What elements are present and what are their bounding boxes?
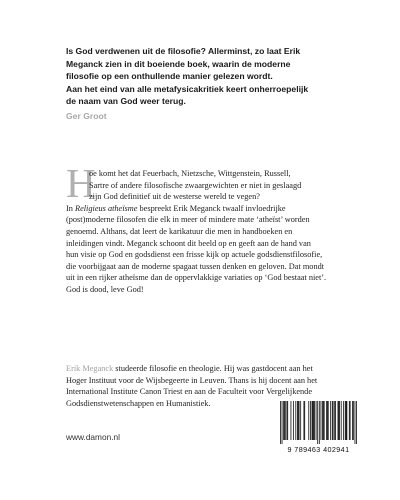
blurb-body [66,168,366,296]
barcode-bar [345,401,346,440]
barcode-bar [287,401,288,440]
bio-line: Hoger Instituut voor de Wijsbegeerte in Leuven. Thans is hij docent aan het [66,375,318,385]
barcode-bar [327,401,328,440]
quote-author: Ger Groot [66,111,107,121]
author-name: Erik Meganck [66,364,114,373]
bio-line: Godsdienstwetenschappen en Humanistiek. [66,398,211,408]
barcode-bar [332,401,333,440]
barcode-bar [314,401,315,440]
barcode-bar [352,401,353,440]
blurb-line [66,203,366,215]
blurb-line: inleidingen vindt. Meganck schoont dit beeld op en geeft aan de hand van [66,238,311,248]
barcode-bar [346,401,347,440]
barcode-bar [319,401,320,444]
barcode-bar [312,401,313,440]
isbn-barcode [277,401,360,457]
barcode-bar [334,401,335,440]
barcode-bar [355,401,356,444]
barcode-bar [338,401,339,440]
barcode-bar [316,401,317,440]
blurb-line: God is dood, leve God! [66,284,144,294]
barcode-bar [297,401,298,440]
barcode-bar [333,401,334,440]
blurb-line: die voorbijgaat aan de moderne spagaat tussen denken en geloven. Dat mondt [66,261,325,271]
barcode-bar [349,401,350,440]
barcode-bar [283,401,284,440]
barcode-bar [312,401,313,440]
barcode-bar [291,401,292,440]
blurb-line: genoemd. Althans, dat leert de karikatuur die men in handboeken en [66,226,293,236]
barcode-bar [285,401,286,440]
barcode-bar [295,401,296,440]
barcode-bar [335,401,336,440]
barcode-bar [313,401,314,440]
barcode-bar [353,401,354,440]
barcode-bar [280,401,281,444]
bio-text: studeerde filosofie en theologie. Hij was gastdocent aan het [113,364,313,373]
book-title: Religieus atheïsme [75,203,138,213]
barcode-bars [280,401,357,444]
blurb-line: Sartre of andere filosofische zwaargewichten er niet in geslaagd [89,180,302,190]
back-cover-quote [66,45,356,108]
barcode-bar [330,401,331,440]
barcode-bar [322,401,323,440]
bio-line: International Institute Canon Triest en aan de Faculteit voor Vergelijkende [66,387,313,397]
barcode-bar [343,401,344,440]
barcode-bar [310,401,311,440]
blurb-text: bespreekt Erik Meganck twaalf invloedrijke [137,203,286,213]
barcode-bar [300,401,301,440]
barcode-bar [282,401,283,444]
barcode-bar [321,401,322,440]
barcode-bar [298,401,299,440]
barcode-bar [338,401,339,440]
barcode-bar [346,401,347,440]
blurb-text: In [66,203,75,213]
barcode-bar [304,401,305,440]
bio-line [66,363,366,375]
barcode-bar [323,401,324,440]
barcode-bar [350,401,351,440]
barcode-bar [284,401,285,440]
barcode-bar [328,401,329,440]
quote-line: Is God verdwenen uit de filosofie? Allerminst, zo laat Erik [66,46,301,56]
quote-line: filosofie op een onthullende manier gelezen wordt. [66,71,273,82]
blurb-line: (post)moderne filosofen die elk in meer of mindere mate ‘atheïst’ worden [66,215,310,225]
barcode-bar [339,401,340,440]
quote-line: Aan het eind van alle metafysicakritiek keert onherroepelijk [66,83,309,94]
barcode-bar [299,401,300,440]
quote-line: de naam van God weer terug. [66,96,186,107]
barcode-bar [286,401,287,440]
barcode-bar [304,401,305,440]
quote-line: Meganck zien in dit boeiende boek, waarin de moderne [66,58,291,69]
drop-cap: H [66,160,96,206]
barcode-digits: 9 789463 402941 [287,445,350,454]
blurb-line: hun visie op God en godsdienst een frisse kijk op actuele godsdienstfilosofie, [66,250,323,260]
blurb-line: zijn God definitief uit de westerse wereld te vegen? [89,192,260,202]
barcode-bar [341,401,342,440]
blurb-line: uit in een rijker atheïsme dan de oppervlakkige variaties op ‘God bestaat niet’. [66,273,327,283]
barcode-bar [317,401,318,444]
publisher-website: www.damon.nl [66,432,120,442]
barcode-bar [356,401,357,444]
barcode-bar [293,401,294,440]
barcode-bar [326,401,327,440]
blurb-line: oe komt het dat Feuerbach, Nietzsche, Wittgenstein, Russell, [89,169,291,178]
barcode-bar [308,401,309,440]
barcode-bar [324,401,325,440]
